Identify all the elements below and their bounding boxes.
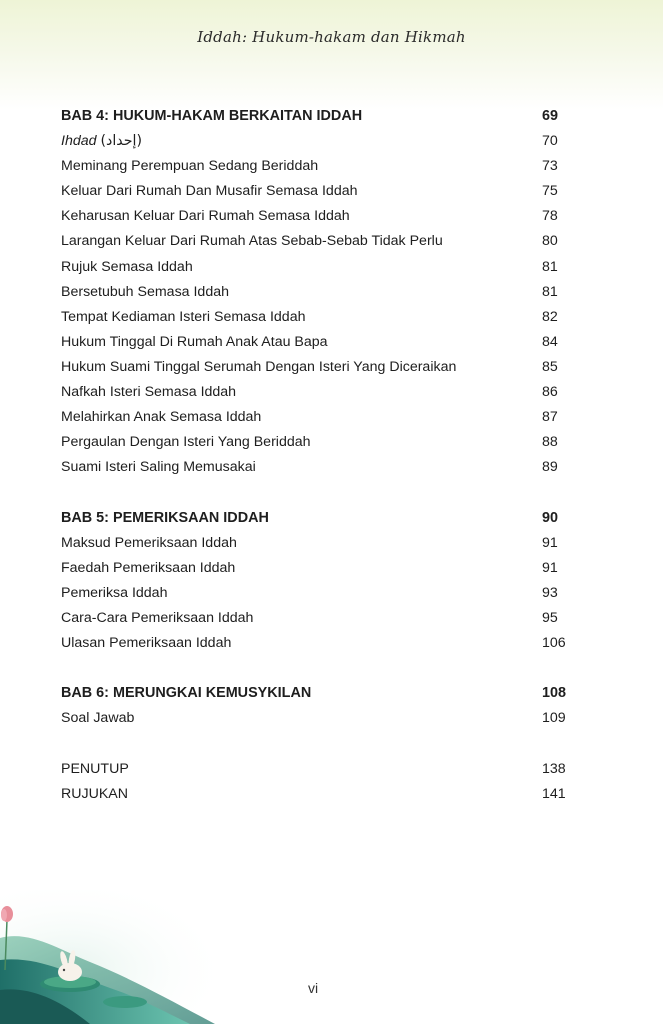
entry-page: 75 (542, 183, 558, 200)
entry-label: Melahirkan Anak Semasa Iddah (61, 409, 262, 426)
entry-label: Ulasan Pemeriksaan Iddah (61, 635, 232, 652)
chapter-page: 108 (542, 685, 567, 702)
chapter-page: 69 (542, 108, 559, 124)
entry-page: 73 (542, 158, 558, 175)
entry-page: 86 (542, 384, 558, 401)
chapter-title: BAB 4: HUKUM-HAKAM BERKAITAN IDDAH (61, 108, 363, 124)
entry-label: Rujuk Semasa Iddah (61, 258, 193, 275)
entry-page: 91 (542, 559, 558, 576)
entry-page: 81 (542, 283, 558, 300)
chapter-title: BAB 5: PEMERIKSAAN IDDAH (61, 509, 269, 526)
toc-entry (61, 129, 563, 154)
entry-page: 87 (542, 409, 558, 426)
toc-entry (61, 179, 563, 204)
toc-entry (61, 531, 563, 556)
entry-label: RUJUKAN (61, 785, 129, 802)
entry-label: Nafkah Isteri Semasa Iddah (61, 384, 237, 401)
entry-label: Tempat Kediaman Isteri Semasa Iddah (61, 308, 306, 325)
toc-entry (61, 255, 563, 280)
entry-page: 141 (542, 785, 566, 802)
chapter-page: 90 (542, 509, 559, 526)
entry-label: Maksud Pemeriksaan Iddah (61, 534, 237, 551)
toc-entry (61, 204, 563, 229)
toc-entry (61, 305, 563, 330)
entry-label: Bersetubuh Semasa Iddah (61, 283, 229, 300)
toc-entry (61, 631, 566, 656)
toc-entry (61, 355, 563, 380)
toc-entry (61, 706, 566, 731)
entry-page: 109 (542, 710, 566, 727)
running-header: Iddah: Hukum-hakam dan Hikmah (197, 28, 466, 46)
entry-label: Ihdad (61, 133, 97, 150)
entry-label: Hukum Suami Tinggal Serumah Dengan Isteri Yang Diceraikan (61, 358, 457, 375)
entry-page: 88 (542, 434, 558, 451)
entry-label: Meminang Perempuan Sedang Beriddah (61, 158, 319, 175)
entry-page: 93 (542, 584, 558, 601)
entry-label: PENUTUP (61, 760, 129, 777)
entry-page: 84 (542, 333, 558, 350)
entry-page: 138 (542, 760, 566, 777)
toc-entry (61, 606, 563, 631)
entry-page: 81 (542, 258, 558, 275)
entry-page: 91 (542, 534, 558, 551)
entry-label: Pergaulan Dengan Isteri Yang Beriddah (61, 434, 311, 451)
entry-label: Suami Isteri Saling Memusakai (61, 459, 256, 476)
toc-entry (61, 581, 563, 606)
toc-entry (61, 380, 563, 405)
toc-entry (61, 280, 563, 305)
toc-entry (61, 229, 563, 254)
page-number: vi (307, 980, 319, 996)
toc-entry (61, 556, 563, 581)
lotus-pond-illustration (0, 890, 230, 1024)
lily-pad-small (103, 996, 147, 1008)
toc-entry (61, 430, 563, 455)
entry-label: Hukum Tinggal Di Rumah Anak Atau Bapa (61, 333, 328, 350)
entry-page: 106 (542, 635, 566, 652)
toc-entry (61, 405, 563, 430)
toc-chapter-6 (61, 681, 567, 706)
table-of-contents (61, 104, 567, 807)
entry-page: 95 (542, 609, 558, 626)
entry-page: 70 (542, 133, 558, 150)
entry-page: 80 (542, 233, 558, 250)
entry-label: Cara-Cara Pemeriksaan Iddah (61, 609, 254, 626)
toc-entry (61, 455, 563, 480)
toc-entry (61, 330, 563, 355)
toc-back-matter-penutup (61, 757, 566, 782)
entry-label: Larangan Keluar Dari Rumah Atas Sebab-Sebab Tidak Perlu (61, 233, 443, 250)
entry-label: Faedah Pemeriksaan Iddah (61, 559, 236, 576)
entry-label: Keharusan Keluar Dari Rumah Semasa Iddah (61, 208, 350, 225)
entry-label: Soal Jawab (61, 710, 135, 727)
entry-page: 78 (542, 208, 558, 225)
entry-label: Keluar Dari Rumah Dan Musafir Semasa Iddah (61, 183, 358, 200)
toc-entry (61, 154, 563, 179)
entry-arabic-term: (إحداد) (100, 133, 142, 150)
toc-back-matter-rujukan (61, 782, 566, 807)
entry-page: 85 (542, 358, 558, 375)
chapter-title: BAB 6: MERUNGKAI KEMUSYKILAN (61, 685, 312, 702)
toc-chapter-5 (61, 506, 563, 531)
toc-chapter-4 (61, 104, 563, 129)
entry-page: 82 (542, 308, 558, 325)
header-background-wash (0, 0, 663, 110)
entry-label: Pemeriksa Iddah (61, 584, 168, 601)
entry-page: 89 (542, 459, 558, 476)
